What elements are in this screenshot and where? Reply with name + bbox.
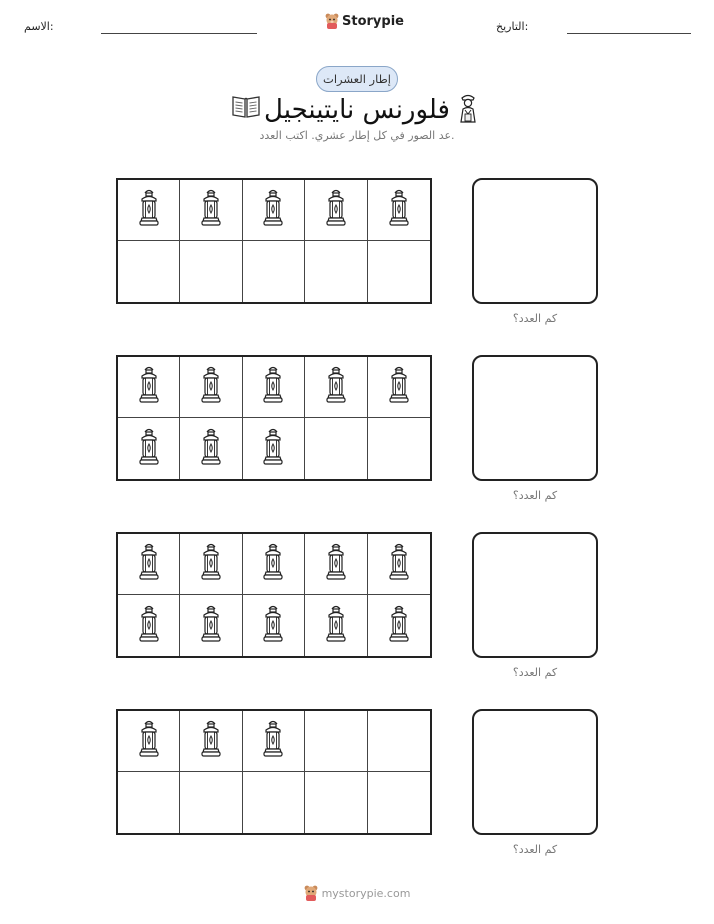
oil-lantern-icon xyxy=(200,427,222,471)
ten-frame-cell xyxy=(368,711,430,772)
ten-frame xyxy=(116,532,432,658)
footer-url[interactable]: mystorypie.com xyxy=(321,886,411,900)
ten-frame xyxy=(116,178,432,304)
ten-frame-cell xyxy=(180,595,242,656)
ten-frame-cell xyxy=(368,241,430,302)
question-label: كم العدد؟ xyxy=(512,843,558,856)
ten-frame-cell xyxy=(180,241,242,302)
ten-frame-cell xyxy=(243,772,305,833)
oil-lantern-icon xyxy=(262,188,284,232)
ten-frame-cell xyxy=(118,711,180,772)
oil-lantern-icon xyxy=(388,365,410,409)
answer-box[interactable] xyxy=(472,532,598,658)
oil-lantern-icon xyxy=(138,719,160,763)
oil-lantern-icon xyxy=(325,188,347,232)
instructions: عد الصور في كل إطار عشري. اكتب العدد. xyxy=(259,129,455,142)
ten-frame-cell xyxy=(243,241,305,302)
ten-frame-cell xyxy=(243,418,305,479)
ten-frame-cell xyxy=(368,180,430,241)
question-label: كم العدد؟ xyxy=(512,489,558,502)
oil-lantern-icon xyxy=(325,365,347,409)
worksheet-type-badge: إطار العشرات xyxy=(316,66,398,92)
ten-frame-cell xyxy=(243,711,305,772)
bear-mascot-icon xyxy=(304,885,318,901)
oil-lantern-icon xyxy=(325,542,347,586)
page-title: فلورنس نايتينجيل xyxy=(264,95,450,125)
ten-frame-cell xyxy=(243,180,305,241)
ten-frame-cell xyxy=(180,180,242,241)
ten-frame xyxy=(116,355,432,481)
ten-frame-cell xyxy=(118,180,180,241)
bear-mascot-icon xyxy=(325,13,339,29)
ten-frame-cell xyxy=(243,595,305,656)
date-line[interactable] xyxy=(567,33,691,34)
answer-box[interactable] xyxy=(472,355,598,481)
ten-frame-cell xyxy=(118,418,180,479)
oil-lantern-icon xyxy=(388,604,410,648)
oil-lantern-icon xyxy=(262,427,284,471)
brand-logo[interactable] xyxy=(325,13,404,29)
question-label: كم العدد؟ xyxy=(512,666,558,679)
ten-frame-cell xyxy=(180,534,242,595)
ten-frame-cell xyxy=(118,534,180,595)
oil-lantern-icon xyxy=(200,542,222,586)
ten-frame-cell xyxy=(118,772,180,833)
oil-lantern-icon xyxy=(200,604,222,648)
oil-lantern-icon xyxy=(138,542,160,586)
nurse-icon xyxy=(456,92,480,124)
oil-lantern-icon xyxy=(200,188,222,232)
ten-frame-cell xyxy=(368,418,430,479)
ten-frame-cell xyxy=(118,357,180,418)
oil-lantern-icon xyxy=(262,604,284,648)
ten-frame-cell xyxy=(368,357,430,418)
oil-lantern-icon xyxy=(138,604,160,648)
footer xyxy=(0,885,714,901)
ten-frame-cell xyxy=(305,711,367,772)
ten-frame-cell xyxy=(180,711,242,772)
ten-frame-cell xyxy=(118,241,180,302)
oil-lantern-icon xyxy=(262,365,284,409)
ten-frame-cell xyxy=(243,534,305,595)
name-line[interactable] xyxy=(101,33,257,34)
oil-lantern-icon xyxy=(200,719,222,763)
ten-frame-cell xyxy=(368,534,430,595)
ten-frame-cell xyxy=(180,418,242,479)
answer-box[interactable] xyxy=(472,709,598,835)
ten-frame-cell xyxy=(368,772,430,833)
answer-box[interactable] xyxy=(472,178,598,304)
question-label: كم العدد؟ xyxy=(512,312,558,325)
oil-lantern-icon xyxy=(138,427,160,471)
oil-lantern-icon xyxy=(262,542,284,586)
ten-frame-cell xyxy=(368,595,430,656)
ten-frame-cell xyxy=(305,595,367,656)
oil-lantern-icon xyxy=(388,542,410,586)
ten-frame-cell xyxy=(305,357,367,418)
ten-frame-cell xyxy=(305,772,367,833)
ten-frame-cell xyxy=(118,595,180,656)
ten-frame xyxy=(116,709,432,835)
oil-lantern-icon xyxy=(262,719,284,763)
name-label: الاسم: xyxy=(24,20,54,33)
ten-frame-cell xyxy=(305,418,367,479)
oil-lantern-icon xyxy=(200,365,222,409)
oil-lantern-icon xyxy=(325,604,347,648)
brand-name: Storypie xyxy=(342,13,404,29)
oil-lantern-icon xyxy=(138,365,160,409)
ten-frame-cell xyxy=(243,357,305,418)
ten-frame-cell xyxy=(180,357,242,418)
ten-frame-cell xyxy=(180,772,242,833)
ten-frame-cell xyxy=(305,180,367,241)
oil-lantern-icon xyxy=(138,188,160,232)
oil-lantern-icon xyxy=(388,188,410,232)
ten-frame-cell xyxy=(305,241,367,302)
date-label: التاريخ: xyxy=(496,20,529,33)
ten-frame-cell xyxy=(305,534,367,595)
